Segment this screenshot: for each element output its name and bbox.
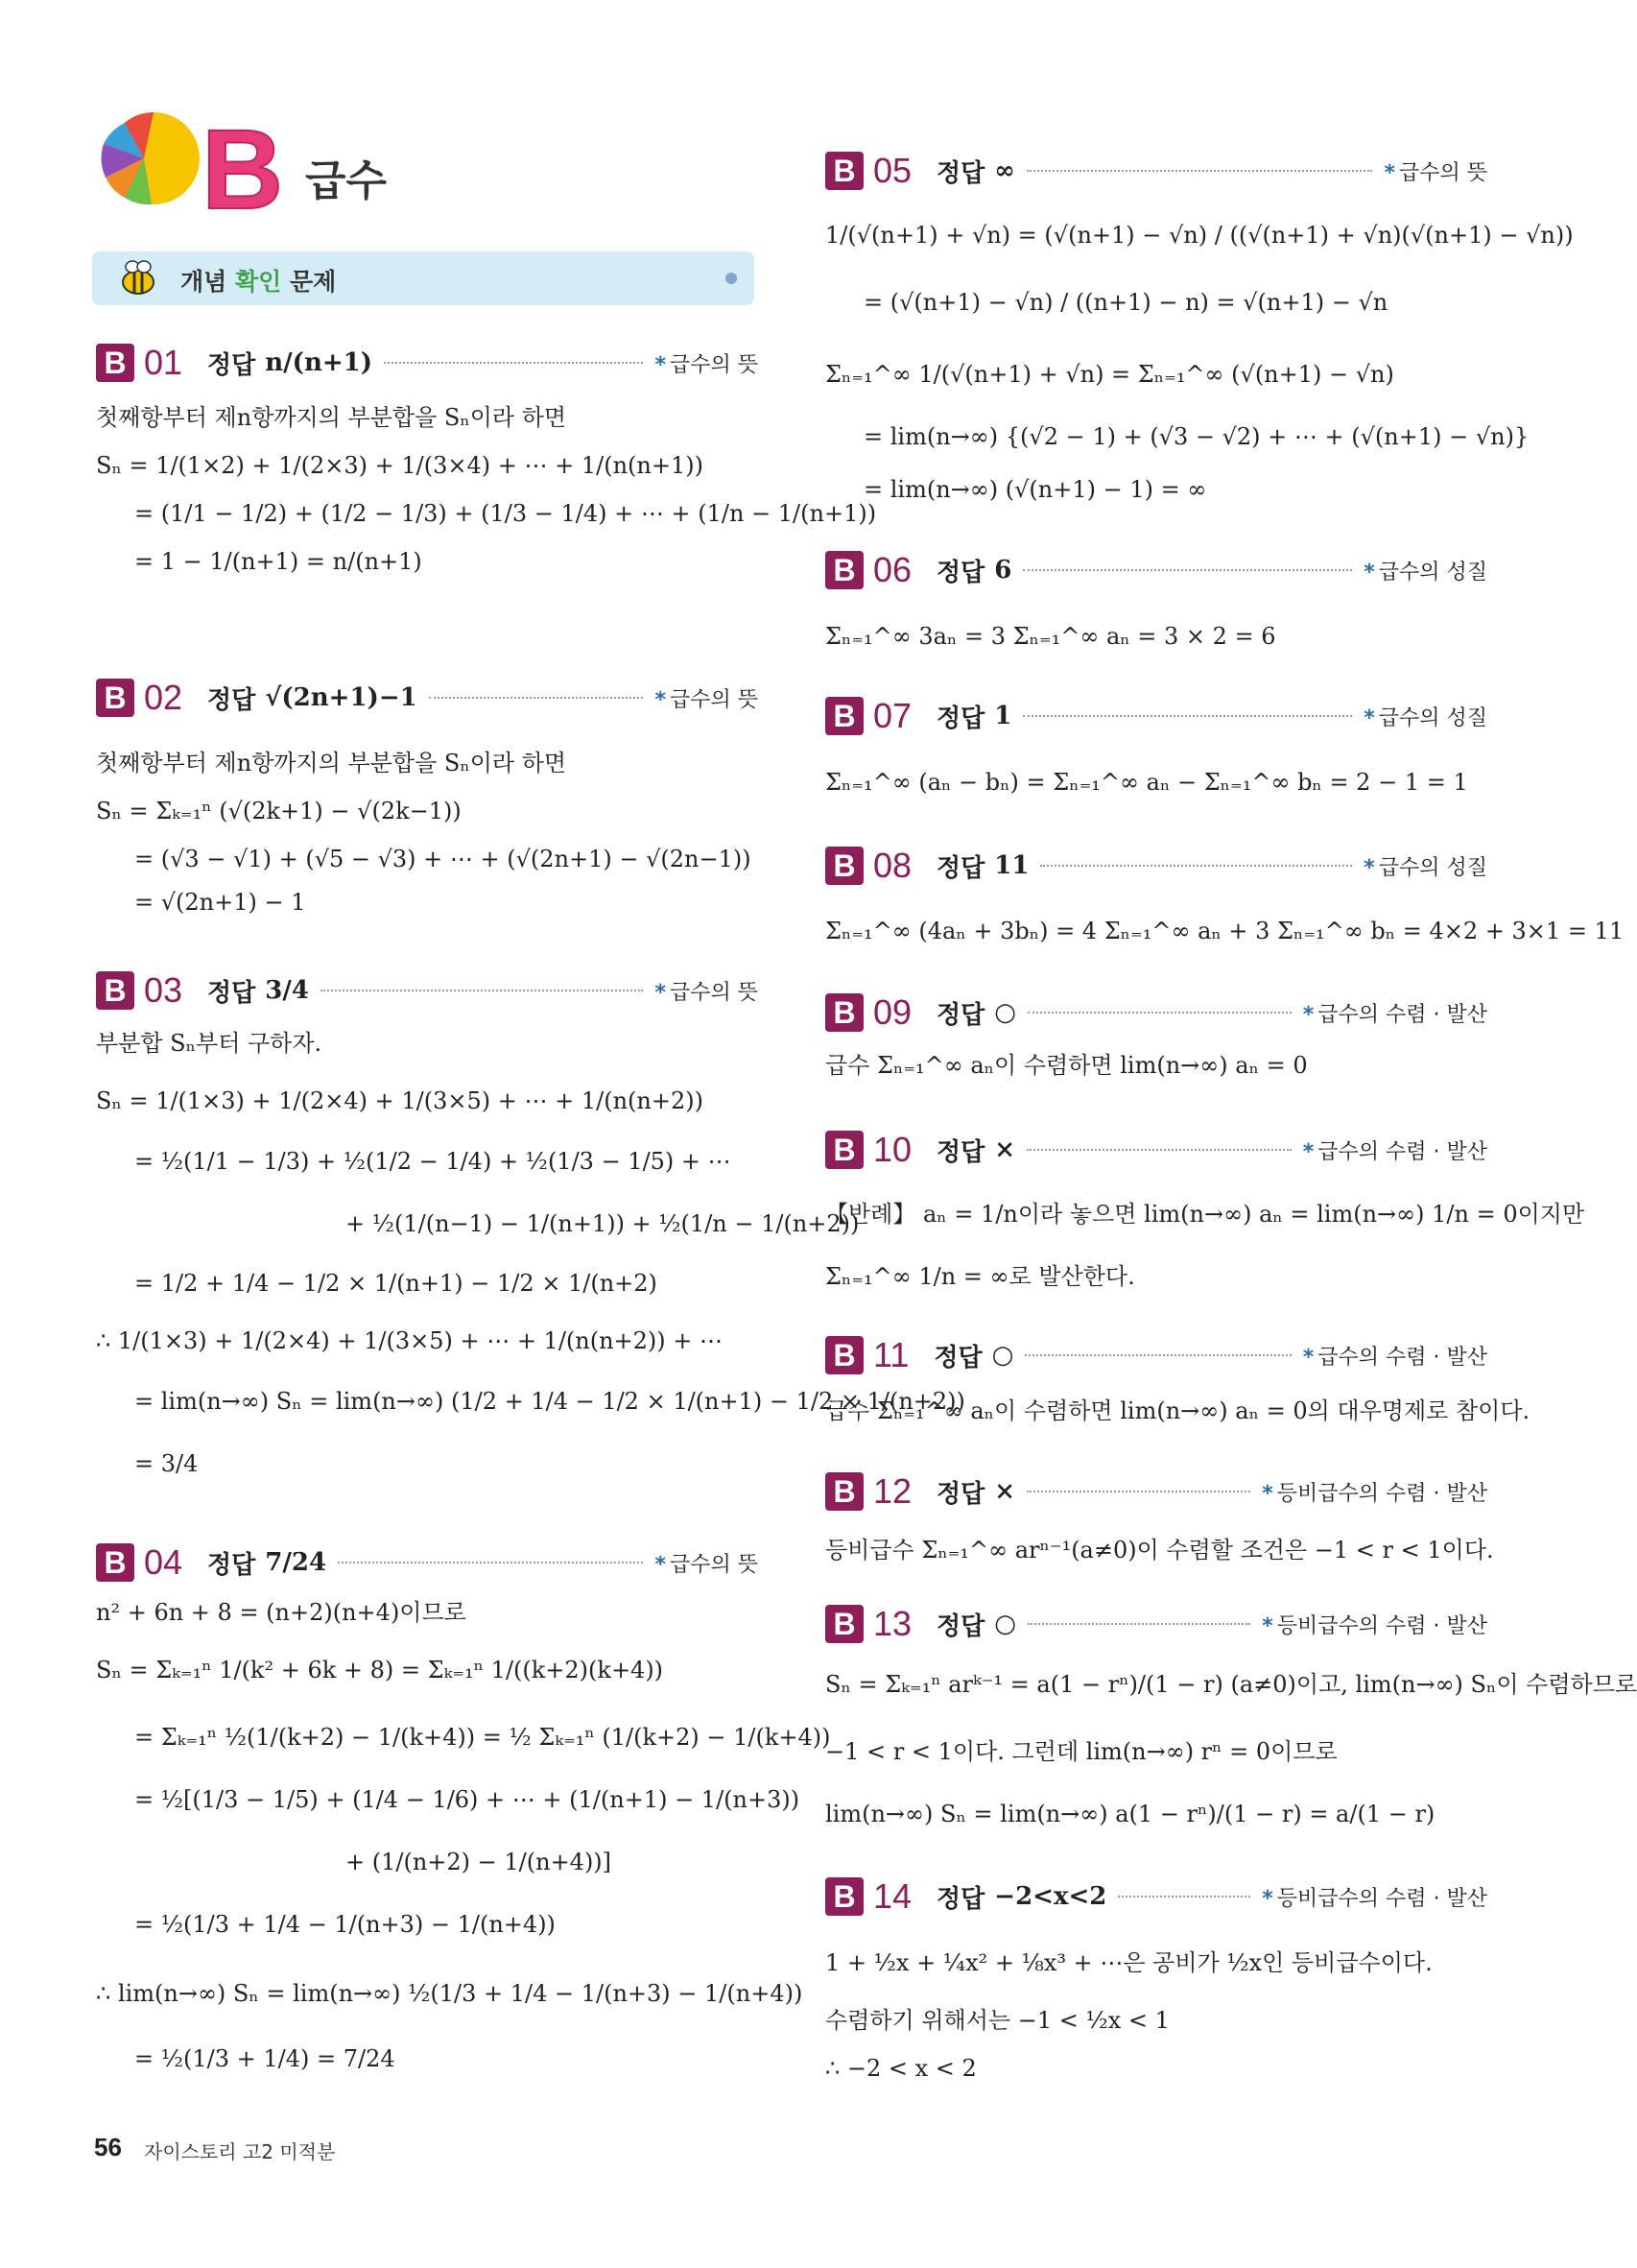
solution-line: = ½(1/1 − 1/3) + ½(1/2 − 1/4) + ½(1/3 − 1/5) + ⋯ [134, 1148, 731, 1175]
problem-number: 12 [873, 1471, 913, 1511]
dotted-leader [384, 362, 643, 364]
answer-value: ○ [994, 998, 1016, 1027]
solution-line: Σₙ₌₁^∞ 3aₙ = 3 Σₙ₌₁^∞ aₙ = 3 × 2 = 6 [825, 623, 1276, 650]
problem-header-09 [825, 991, 1487, 1034]
answer-label: 정답 [937, 1479, 985, 1509]
answer-label: 정답 [207, 978, 256, 1008]
problem-header-03 [96, 969, 758, 1012]
answer-label: 정답 [937, 853, 985, 883]
problem-header-06 [825, 549, 1487, 591]
answer-value: 1 [994, 702, 1012, 730]
solution-line: = 1 − 1/(n+1) = n/(n+1) [134, 548, 422, 575]
answer-value: × [994, 1477, 1016, 1506]
topic-text: 급수의 성질 [1378, 705, 1487, 730]
topic-tag [1384, 156, 1487, 186]
star-icon: * [1302, 1002, 1315, 1027]
dotted-leader [1025, 1354, 1291, 1356]
star-icon: * [1302, 1345, 1315, 1370]
topic-tag [654, 976, 758, 1006]
section-title: 급수 [305, 156, 388, 205]
solution-line: ∴ 1/(1×3) + 1/(2×4) + 1/(3×5) + ⋯ + 1/(n(n+2)) + ⋯ [96, 1327, 724, 1354]
section-badge: B [825, 993, 864, 1032]
problem-header-11 [825, 1334, 1487, 1376]
answer-value: 6 [994, 556, 1012, 585]
solution-line: ∴ −2 < x < 2 [825, 2055, 977, 2082]
problem-number: 13 [873, 1604, 913, 1643]
solution-line: = Σₖ₌₁ⁿ ½(1/(k+2) − 1/(k+4)) = ½ Σₖ₌₁ⁿ (1/(k+2) − 1/(k+4)) [134, 1724, 831, 1751]
section-badge: B [825, 1605, 864, 1643]
topic-text: 급수의 뜻 [669, 687, 758, 712]
solution-line: 급수 Σₙ₌₁^∞ aₙ이 수렴하면 lim(n→∞) aₙ = 0 [825, 1052, 1308, 1079]
dotted-leader [1027, 1491, 1250, 1492]
solution-line: Σₙ₌₁^∞ 1/n = ∞로 발산한다. [825, 1263, 1135, 1290]
section-badge: B [825, 1877, 864, 1916]
answer-label: 정답 [937, 1000, 985, 1030]
problem-header-12 [825, 1470, 1487, 1513]
solution-line: = (1/1 − 1/2) + (1/2 − 1/3) + (1/3 − 1/4) + ⋯ + (1/n − 1/(n+1)) [134, 500, 877, 527]
dotted-leader [1027, 170, 1373, 172]
answer-value: n/(n+1) [265, 348, 373, 377]
star-icon: * [1364, 705, 1375, 730]
topic-text: 급수의 뜻 [1398, 160, 1487, 185]
problem-number: 04 [144, 1542, 183, 1582]
problem-header-13 [825, 1603, 1487, 1645]
answer-label: 정답 [937, 558, 985, 587]
solution-line: 【반례】 aₙ = 1/n이라 놓으면 lim(n→∞) aₙ = lim(n→∞) 1/n = 0이지만 [825, 1201, 1585, 1228]
topic-tag [654, 348, 758, 378]
concept-banner-text: 개념 확인 문제 [180, 268, 337, 296]
solution-line: Σₙ₌₁^∞ 1/(√(n+1) + √n) = Σₙ₌₁^∞ (√(n+1) − √n) [825, 361, 1394, 388]
problem-number: 02 [144, 678, 183, 717]
section-badge: B [96, 679, 134, 717]
solution-line: Sₙ = Σₖ₌₁ⁿ arᵏ⁻¹ = a(1 − rⁿ)/(1 − r) (a≠0)이고, lim(n→∞) Sₙ이 수렴하므로 [825, 1671, 1637, 1698]
section-badge: B [825, 1472, 864, 1511]
solution-line: = 3/4 [134, 1450, 199, 1477]
star-icon: * [1302, 1139, 1315, 1164]
topic-tag [654, 1548, 758, 1578]
topic-tag [654, 683, 758, 713]
section-badge: B [825, 1336, 864, 1374]
bee-icon [113, 255, 159, 301]
answer-value: √(2n+1)−1 [265, 683, 417, 712]
section-badge: B [96, 344, 134, 382]
topic-tag [1262, 1882, 1487, 1912]
solution-line: ∴ lim(n→∞) Sₙ = lim(n→∞) ½(1/3 + 1/4 − 1/(n+3) − 1/(n+4)) [96, 1980, 803, 2007]
answer-value: 3/4 [265, 976, 309, 1005]
star-icon: * [654, 1552, 666, 1577]
problem-number: 10 [873, 1130, 913, 1169]
dotted-leader [1040, 865, 1352, 867]
star-icon: * [654, 687, 666, 712]
solution-line: Σₙ₌₁^∞ (4aₙ + 3bₙ) = 4 Σₙ₌₁^∞ aₙ + 3 Σₙ₌₁^∞ bₙ = 4×2 + 3×1 = 11 [825, 918, 1625, 944]
topic-tag [1364, 851, 1487, 881]
solution-line: lim(n→∞) Sₙ = lim(n→∞) a(1 − rⁿ)/(1 − r) = a/(1 − r) [825, 1801, 1435, 1827]
section-badge: B [825, 551, 864, 589]
star-icon: * [1262, 1481, 1273, 1506]
dotted-leader [1027, 1149, 1292, 1151]
answer-value: ○ [994, 1610, 1016, 1638]
solution-line: = ½[(1/3 − 1/5) + (1/4 − 1/6) + ⋯ + (1/(n+1) − 1/(n+3)) [134, 1786, 800, 1813]
answer-value: ○ [991, 1341, 1014, 1370]
dotted-leader [338, 1562, 643, 1564]
book-title: 자이스토리 고2 미적분 [144, 2140, 336, 2163]
topic-tag [1262, 1610, 1487, 1639]
topic-tag [1303, 998, 1487, 1028]
topic-tag [1364, 556, 1487, 585]
solution-line: 1/(√(n+1) + √n) = (√(n+1) − √n) / ((√(n+1) + √n)(√(n+1) − √n)) [825, 222, 1574, 249]
topic-text: 급수의 성질 [1378, 855, 1487, 880]
topic-tag [1262, 1477, 1487, 1507]
answer-label: 정답 [937, 704, 985, 733]
topic-text: 급수의 수렴 · 발산 [1317, 1002, 1487, 1027]
dotted-leader [1023, 715, 1352, 717]
star-icon: * [1262, 1886, 1273, 1911]
topic-text: 급수의 수렴 · 발산 [1317, 1345, 1487, 1370]
problem-number: 08 [873, 846, 913, 885]
topic-tag [1364, 702, 1487, 731]
problem-number: 01 [144, 343, 183, 382]
answer-label: 정답 [937, 1884, 985, 1914]
section-badge: B [825, 847, 864, 885]
solution-line: = √(2n+1) − 1 [134, 889, 306, 916]
topic-text: 등비급수의 수렴 · 발산 [1276, 1886, 1487, 1911]
answer-label: 정답 [207, 350, 256, 380]
section-badge: B [96, 971, 134, 1010]
pie-logo-icon [96, 106, 202, 211]
solution-line: 등비급수 Σₙ₌₁^∞ arⁿ⁻¹(a≠0)이 수렴할 조건은 −1 < r < 1이다. [825, 1537, 1494, 1564]
page-number: 56 [94, 2133, 122, 2161]
answer-value: 11 [994, 851, 1030, 880]
solution-line: Sₙ = Σₖ₌₁ⁿ 1/(k² + 6k + 8) = Σₖ₌₁ⁿ 1/((k+2)(k+4)) [96, 1657, 664, 1683]
problem-header-01 [96, 342, 758, 384]
topic-tag [1303, 1135, 1487, 1165]
solution-line: n² + 6n + 8 = (n+2)(n+4)이므로 [96, 1599, 466, 1626]
answer-label: 정답 [937, 158, 985, 188]
answer-value: 7/24 [265, 1548, 327, 1577]
section-badge: B [96, 1543, 134, 1582]
solution-line: = 1/2 + 1/4 − 1/2 × 1/(n+1) − 1/2 × 1/(n+2) [134, 1270, 657, 1297]
answer-value: ∞ [994, 156, 1015, 185]
star-icon: * [1364, 855, 1375, 880]
problem-number: 07 [873, 696, 913, 735]
section-badge: B [825, 697, 864, 735]
solution-line: = lim(n→∞) {(√2 − 1) + (√3 − √2) + ⋯ + (√(n+1) − √n)} [864, 423, 1530, 450]
star-icon: * [1384, 160, 1395, 185]
dotted-leader [320, 990, 644, 991]
solution-line: Sₙ = 1/(1×3) + 1/(2×4) + 1/(3×5) + ⋯ + 1/(n(n+2)) [96, 1087, 703, 1114]
topic-text: 급수의 성질 [1378, 560, 1487, 585]
answer-label: 정답 [937, 1137, 985, 1167]
solution-line: Sₙ = Σₖ₌₁ⁿ (√(2k+1) − √(2k−1)) [96, 798, 462, 824]
section-letter: B [202, 107, 284, 233]
problem-number: 09 [873, 992, 913, 1032]
solution-line: 첫째항부터 제n항까지의 부분합을 Sₙ이라 하면 [96, 404, 567, 431]
dotted-leader [1028, 1012, 1292, 1014]
solution-line: + (1/(n+2) − 1/(n+4))] [345, 1849, 612, 1875]
answer-label: 정답 [934, 1343, 983, 1373]
problem-number: 11 [873, 1335, 910, 1374]
solution-line: Sₙ = 1/(1×2) + 1/(2×3) + 1/(3×4) + ⋯ + 1/(n(n+1)) [96, 452, 703, 479]
solution-line: = (√3 − √1) + (√5 − √3) + ⋯ + (√(2n+1) − √(2n−1)) [134, 846, 751, 872]
problem-header-14 [825, 1875, 1487, 1918]
answer-label: 정답 [207, 1550, 256, 1580]
solution-line: = ½(1/3 + 1/4 − 1/(n+3) − 1/(n+4)) [134, 1911, 556, 1938]
star-icon: * [654, 352, 666, 377]
problem-number: 05 [873, 151, 913, 190]
problem-number: 03 [144, 970, 183, 1010]
dotted-leader [1028, 1623, 1250, 1625]
answer-value: −2<x<2 [994, 1882, 1107, 1911]
problem-header-04 [96, 1541, 758, 1584]
topic-text: 급수의 뜻 [669, 1552, 758, 1577]
dotted-leader [429, 697, 644, 699]
star-icon: * [1262, 1613, 1273, 1638]
problem-header-07 [825, 695, 1487, 737]
solution-line: 부분합 Sₙ부터 구하자. [96, 1030, 322, 1057]
solution-line: = lim(n→∞) (√(n+1) − 1) = ∞ [864, 476, 1207, 503]
dotted-leader [1023, 569, 1352, 571]
star-icon: * [654, 980, 666, 1005]
answer-value: × [994, 1135, 1016, 1164]
solution-line: 1 + ½x + ¼x² + ⅛x³ + ⋯은 공비가 ½x인 등비급수이다. [825, 1949, 1433, 1976]
problem-header-08 [825, 845, 1487, 887]
problem-header-05 [825, 150, 1487, 192]
problem-header-10 [825, 1129, 1487, 1171]
topic-tag [1303, 1341, 1487, 1371]
topic-text: 급수의 뜻 [669, 980, 758, 1005]
solution-line: 급수 Σₙ₌₁^∞ aₙ이 수렴하면 lim(n→∞) aₙ = 0의 대우명제로 참이다. [825, 1397, 1530, 1424]
topic-text: 급수의 뜻 [669, 352, 758, 377]
banner-dot [725, 273, 737, 284]
solution-line: 첫째항부터 제n항까지의 부분합을 Sₙ이라 하면 [96, 750, 567, 776]
star-icon: * [1364, 560, 1375, 585]
solution-line: = ½(1/3 + 1/4) = 7/24 [134, 2045, 395, 2072]
dotted-leader [1118, 1896, 1250, 1898]
topic-text: 등비급수의 수렴 · 발산 [1276, 1613, 1487, 1638]
solution-line: Σₙ₌₁^∞ (aₙ − bₙ) = Σₙ₌₁^∞ aₙ − Σₙ₌₁^∞ bₙ = 2 − 1 = 1 [825, 769, 1468, 796]
problem-number: 06 [873, 550, 913, 589]
topic-text: 급수의 수렴 · 발산 [1317, 1139, 1487, 1164]
answer-label: 정답 [937, 1611, 985, 1641]
section-badge: B [825, 152, 864, 190]
solution-line: + ½(1/(n−1) − 1/(n+1)) + ½(1/n − 1/(n+2)) [345, 1210, 860, 1237]
problem-header-02 [96, 677, 758, 719]
solution-line: = (√(n+1) − √n) / ((n+1) − n) = √(n+1) − √n [864, 289, 1388, 316]
topic-text: 등비급수의 수렴 · 발산 [1276, 1481, 1487, 1506]
solution-line: = lim(n→∞) Sₙ = lim(n→∞) (1/2 + 1/4 − 1/2 × 1/(n+1) − 1/2 × 1/(n+2)) [134, 1388, 965, 1415]
answer-label: 정답 [207, 685, 256, 715]
problem-number: 14 [873, 1876, 913, 1916]
solution-line: −1 < r < 1이다. 그런데 lim(n→∞) rⁿ = 0이므로 [825, 1738, 1338, 1765]
solution-line: 수렴하기 위해서는 −1 < ½x < 1 [825, 2007, 1170, 2034]
section-badge: B [825, 1131, 864, 1169]
